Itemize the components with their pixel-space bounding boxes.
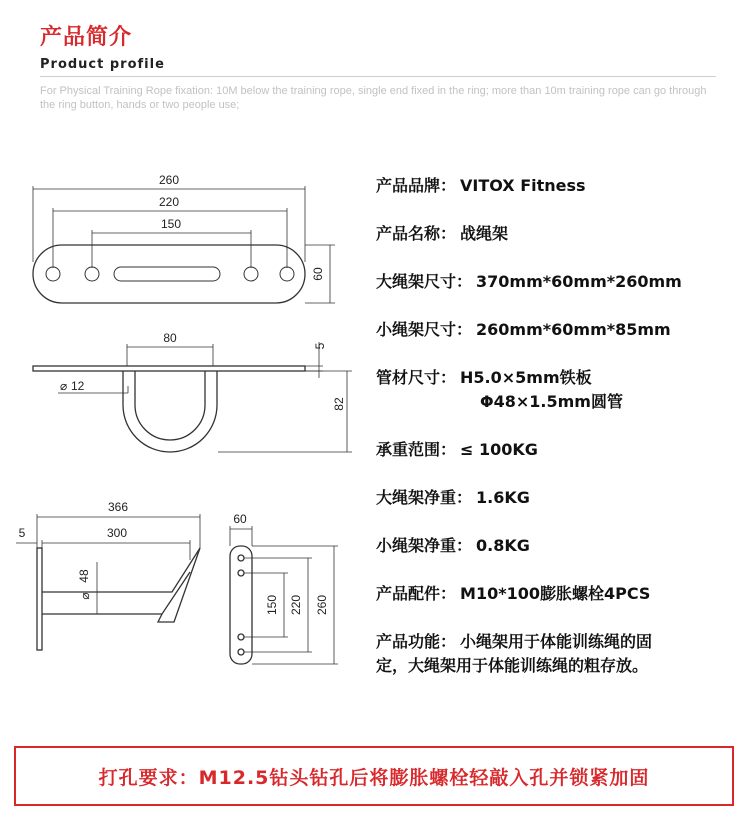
spec-small-weight-label: 小绳架净重： — [376, 536, 473, 555]
spec-large-size-label: 大绳架尺寸： — [376, 272, 473, 291]
spec-large-weight — [376, 486, 530, 510]
spec-accessories — [376, 582, 650, 606]
spec-small-weight-value: 0.8KG — [476, 536, 530, 555]
spec-small-weight — [376, 534, 530, 558]
dim-phi-symbol: ⌀ — [60, 379, 68, 393]
spec-large-size — [376, 270, 682, 294]
spec-small-size — [376, 318, 671, 342]
dim-label-5-side: 5 — [313, 342, 327, 350]
spec-name — [376, 222, 508, 246]
spec-brand-value: VITOX Fitness — [460, 176, 586, 195]
drilling-requirement-text: 打孔要求：M12.5钻头钻孔后将膨胀螺栓轻敲入孔并锁紧加固 — [98, 766, 650, 789]
dim-label-80: 80 — [163, 331, 177, 345]
spec-material-value: H5.0×5mm铁板 — [460, 368, 592, 387]
spec-name-label: 产品名称： — [376, 224, 457, 243]
spec-load-value: ≤ 100KG — [460, 440, 538, 459]
dim-label-82: 82 — [332, 397, 346, 411]
spec-function-value-2: 定，大绳架用于体能训练绳的粗存放。 — [376, 656, 649, 675]
spec-accessories-label: 产品配件： — [376, 584, 457, 603]
spec-small-size-label: 小绳架尺寸： — [376, 320, 473, 339]
dim-label-300: 300 — [106, 526, 128, 540]
spec-material-label: 管材尺寸： — [376, 368, 457, 387]
dim-label-5-left: 5 — [18, 526, 26, 540]
technical-drawing — [0, 150, 360, 690]
spec-material — [376, 366, 623, 414]
spec-accessories-value: M10*100膨胀螺栓4PCS — [460, 584, 651, 603]
dim-label-48: 48 — [77, 569, 91, 583]
dim-label-12: 12 — [71, 379, 85, 393]
spec-function — [376, 630, 652, 678]
dim-label-150-top: 150 — [160, 217, 182, 231]
spec-function-label: 产品功能： — [376, 632, 457, 651]
plate-top-view — [33, 245, 305, 303]
large-plate-front-view — [230, 546, 252, 664]
spec-function-value: 小绳架用于体能训练绳的固 — [460, 632, 653, 651]
title-divider — [40, 76, 716, 77]
dim-label-366: 366 — [107, 500, 129, 514]
spec-load — [376, 438, 538, 462]
dim-label-260-top: 260 — [158, 173, 180, 187]
dim-phi-symbol-48: ⌀ — [78, 592, 92, 600]
section-title: 产品简介 — [40, 25, 133, 50]
spec-brand — [376, 174, 586, 198]
dim-label-60-side: 60 — [311, 267, 325, 281]
large-bracket-side-view — [37, 548, 200, 650]
spec-large-weight-value: 1.6KG — [476, 488, 530, 507]
spec-large-weight-label: 大绳架净重： — [376, 488, 473, 507]
dim-label-60-top: 60 — [233, 512, 247, 526]
dim-label-150-vertical: 150 — [265, 594, 279, 616]
dim-label-220-vertical: 220 — [289, 594, 303, 616]
spec-material-value-2: Φ48×1.5mm圆管 — [480, 392, 623, 411]
section-subtitle: Product profile — [40, 57, 165, 72]
dim-label-220-top: 220 — [158, 195, 180, 209]
spec-load-label: 承重范围： — [376, 440, 457, 459]
drilling-requirement-banner — [14, 746, 734, 806]
spec-name-value: 战绳架 — [460, 224, 509, 243]
product-description: For Physical Training Rope fixation: 10M below the training rope, single end fixed in the ring; more than 10m training rope can go through the ring button, hands or two people use; — [40, 85, 707, 111]
spec-large-size-value: 370mm*60mm*260mm — [476, 272, 682, 291]
dim-label-260-vertical: 260 — [315, 594, 329, 616]
spec-small-size-value: 260mm*60mm*85mm — [476, 320, 671, 339]
spec-brand-label: 产品品牌： — [376, 176, 457, 195]
